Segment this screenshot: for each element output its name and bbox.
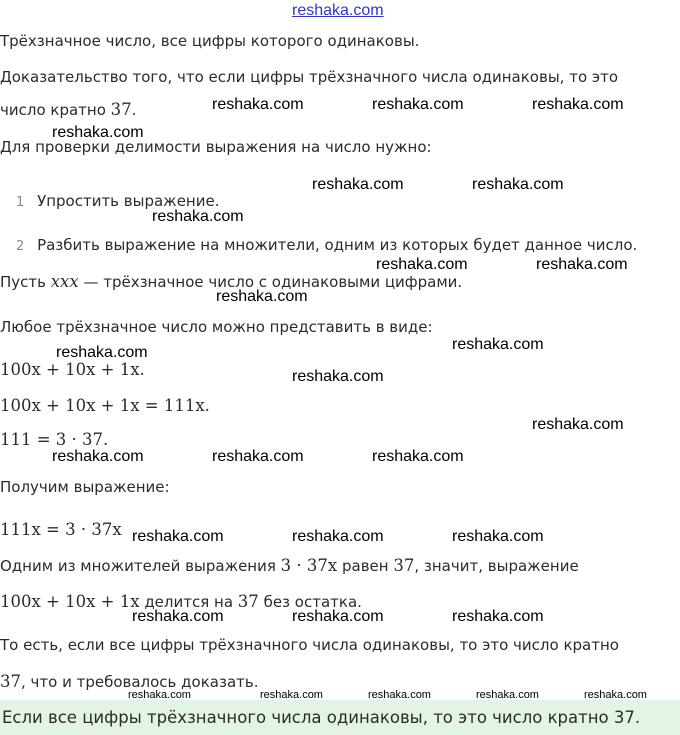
watermark: reshaka.com (532, 416, 624, 433)
factor-statement: Одним из множителей выражения 3 · 37x равен 37, значит, выражение (0, 556, 579, 575)
watermark: reshaka.com (216, 288, 308, 305)
watermark: reshaka.com (372, 448, 464, 465)
watermark: reshaka.com (376, 256, 468, 273)
watermark: reshaka.com (476, 689, 539, 701)
watermark: reshaka.com (52, 448, 144, 465)
equation-1: 100x + 10x + 1x. (0, 360, 145, 379)
watermark: reshaka.com (52, 124, 144, 141)
equation-3: 111 = 3 · 37. (0, 430, 109, 449)
proof-title-line2: число кратно 37. (0, 100, 137, 119)
watermark: reshaka.com (536, 256, 628, 273)
watermark: reshaka.com (452, 528, 544, 545)
step-number: 2 (16, 239, 25, 254)
watermark: reshaka.com (452, 608, 544, 625)
any-number-text: Любое трёхзначное число можно представить в виде: (0, 318, 433, 336)
watermark: reshaka.com (452, 336, 544, 353)
watermark: reshaka.com (292, 368, 384, 385)
watermark: reshaka.com (56, 344, 148, 361)
watermark: reshaka.com (292, 528, 384, 545)
site-link[interactable]: reshaka.com (292, 2, 384, 19)
watermark: reshaka.com (372, 96, 464, 113)
watermark: reshaka.com (368, 689, 431, 701)
divisibility-intro: Для проверки делимости выражения на число нужно: (0, 138, 432, 156)
watermark: reshaka.com (212, 96, 304, 113)
let-statement: Пусть xxx — трёхзначное число с одинаковыми цифрами. (0, 272, 463, 291)
equation-2: 100x + 10x + 1x = 111x. (0, 396, 210, 415)
conclusion-line2: 37, что и требовалось доказать. (0, 672, 259, 691)
step-text: Разбить выражение на множители, одним из которых будет данное число. (37, 236, 638, 254)
proof-title-line1: Доказательство того, что если цифры трёхзначного числа одинаковы, то это (0, 68, 619, 86)
equation-4: 111x = 3 · 37x (0, 520, 122, 539)
conclusion-line1: То есть, если все цифры трёхзначного числа одинаковы, то это число кратно (0, 636, 619, 654)
answer-box: Если все цифры трёхзначного числа одинаковы, то это число кратно 37. (0, 700, 680, 735)
watermark: reshaka.com (132, 608, 224, 625)
watermark: reshaka.com (292, 608, 384, 625)
watermark: reshaka.com (212, 448, 304, 465)
divisible-statement: 100x + 10x + 1x делится на 37 без остатка. (0, 592, 362, 611)
step-text: Упростить выражение. (37, 192, 220, 210)
watermark: reshaka.com (152, 208, 244, 225)
watermark: reshaka.com (132, 528, 224, 545)
get-expression-text: Получим выражение: (0, 478, 170, 496)
watermark: reshaka.com (260, 689, 323, 701)
step-2 (16, 236, 637, 254)
watermark: reshaka.com (472, 176, 564, 193)
watermark: reshaka.com (312, 176, 404, 193)
watermark: reshaka.com (532, 96, 624, 113)
watermark: reshaka.com (128, 689, 191, 701)
step-number: 1 (16, 195, 25, 210)
task-statement: Трёхзначное число, все цифры которого одинаковы. (0, 32, 420, 50)
watermark: reshaka.com (584, 689, 647, 701)
